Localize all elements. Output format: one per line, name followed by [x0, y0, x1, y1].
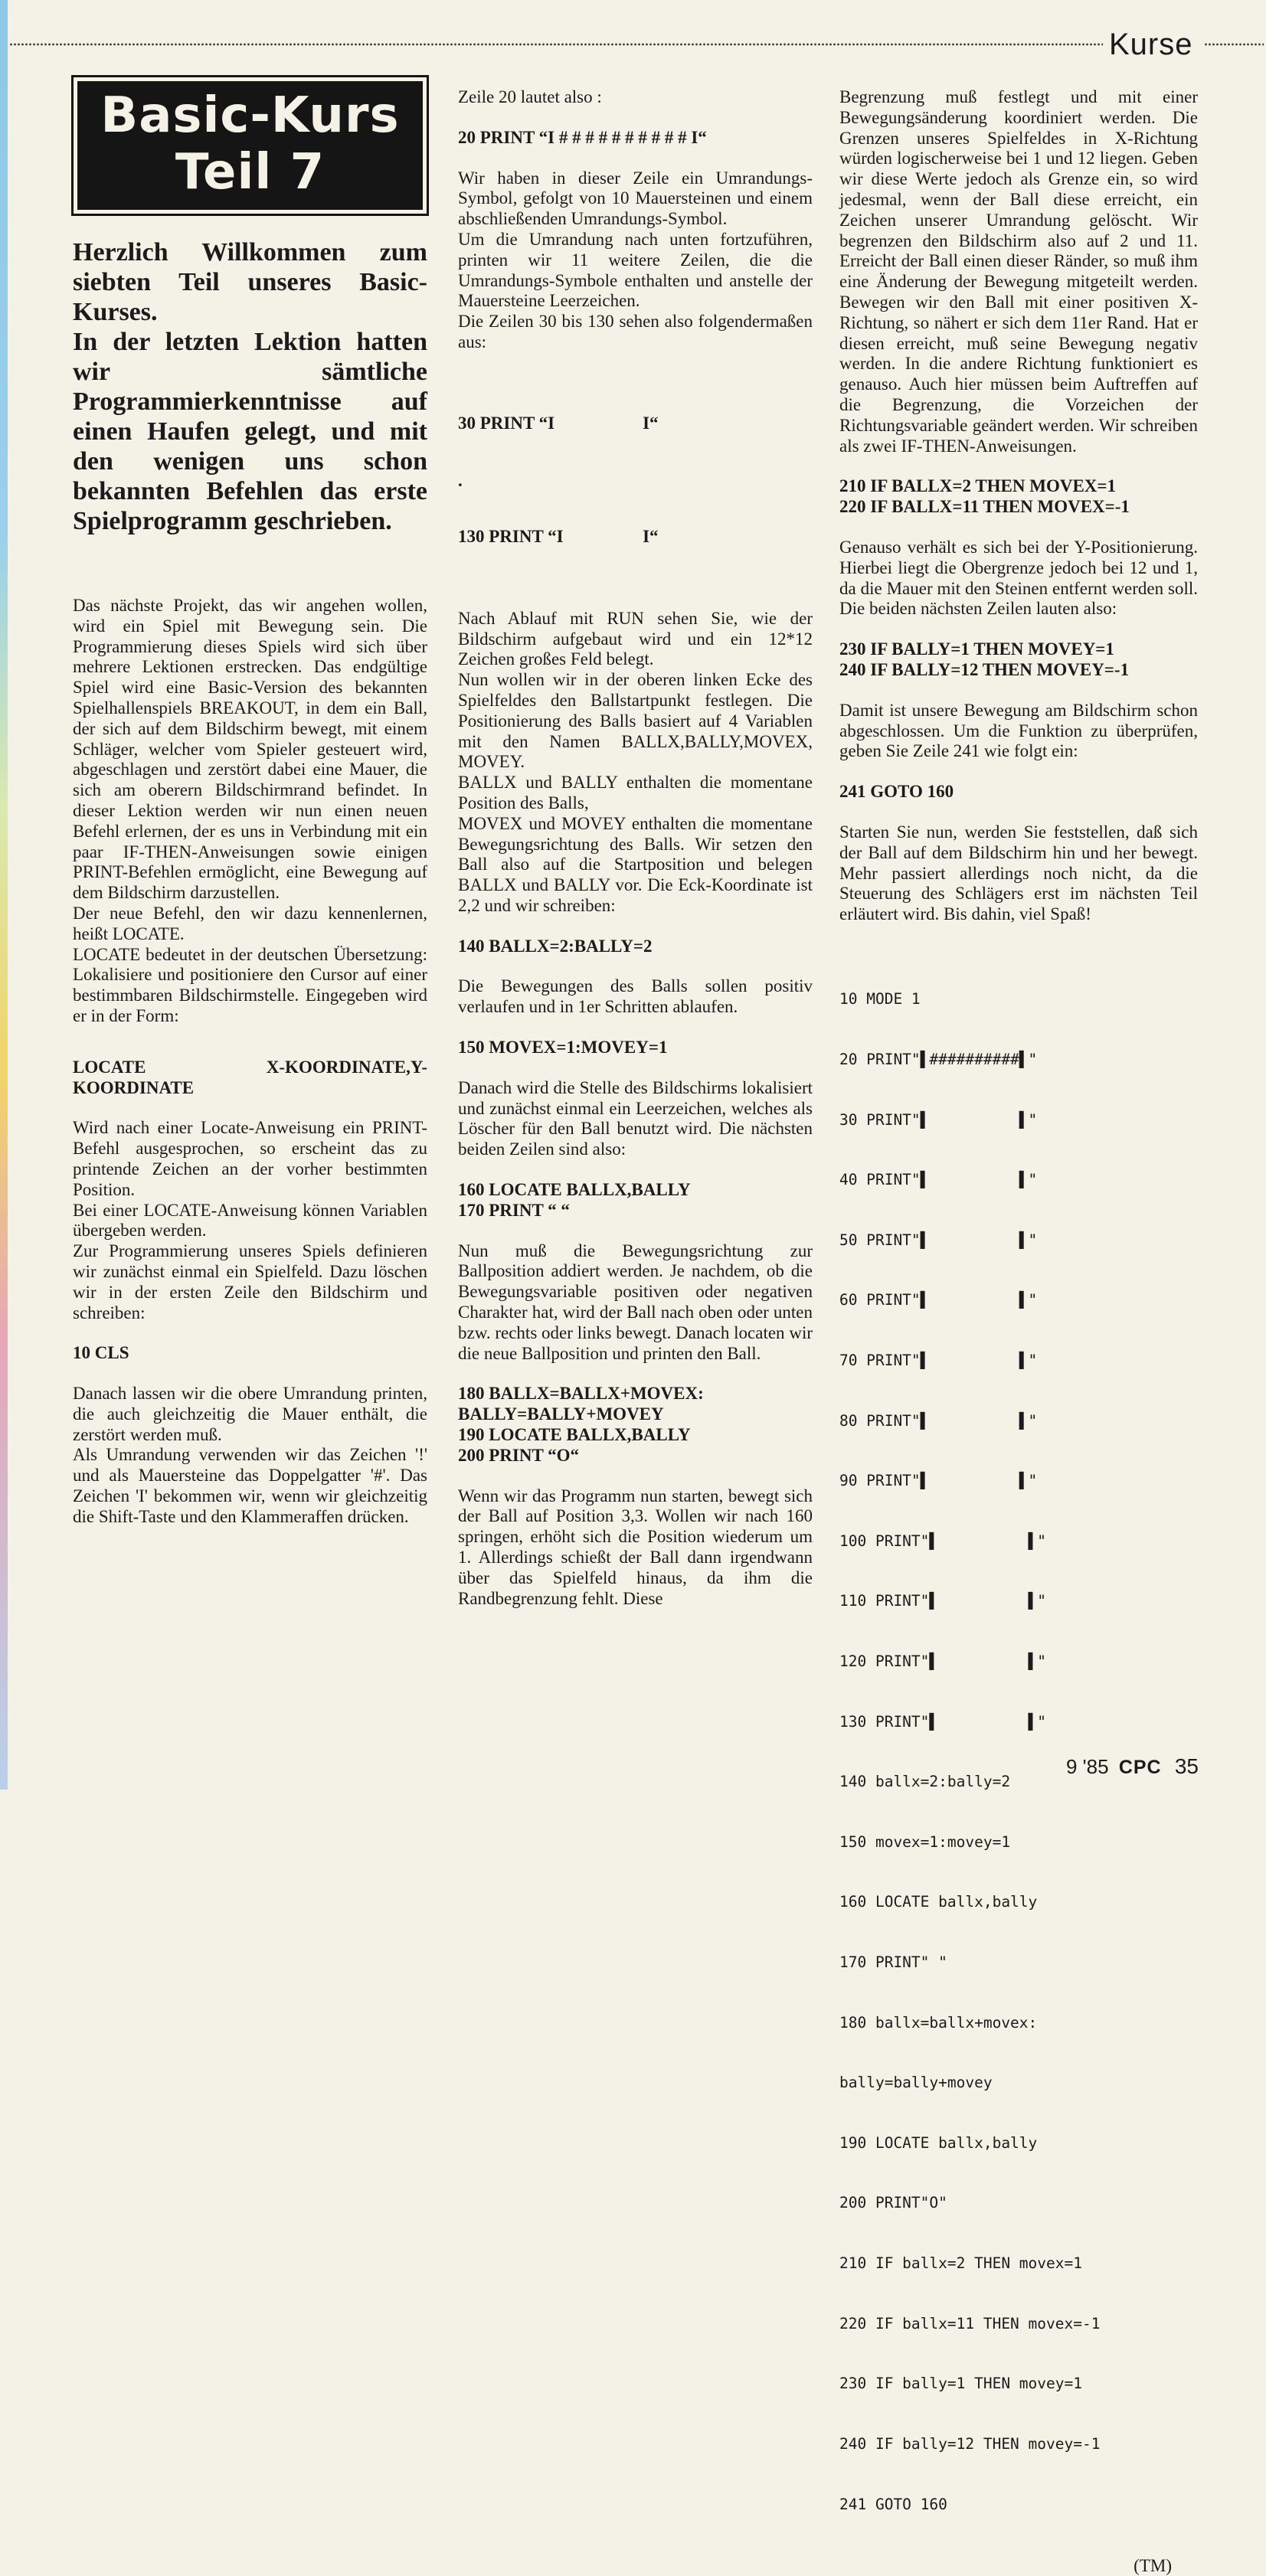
- paragraph: Wir haben in dieser Zeile ein Umrandungs-Symbol, gefolgt von 10 Mauersteinen und einem abschließenden Umrandungs-Symbol.: [458, 168, 813, 229]
- code-snippet: 150 MOVEX=1:MOVEY=1: [458, 1038, 668, 1058]
- code-snippet: [458, 373, 813, 589]
- listing-line: 120 PRINT"▌ ▌": [839, 1652, 1047, 1670]
- listing-line: 220 IF ballx=11 THEN movex=-1: [839, 2314, 1101, 2332]
- intro-paragraph: In der letzten Lektion hatten wir sämtliche Programmierkenntnisse auf einen Haufen gelegt, und mit den wenigen uns schon bekannten Befehlen das erste Spielprogramm geschrieben.: [73, 328, 427, 535]
- code-line: 130 PRINT “I I“: [458, 527, 659, 547]
- section-tag: Kurse: [1109, 28, 1193, 61]
- listing-line: 230 IF bally=1 THEN movey=1: [839, 2375, 1082, 2393]
- code-line: 170 PRINT “ “: [458, 1200, 570, 1220]
- code-snippet: [839, 476, 1198, 518]
- code-line: 210 IF BALLX=2 THEN MOVEX=1: [839, 476, 1117, 496]
- paragraph: Die Bewegungen des Balls sollen positiv verlaufen und in 1er Schritten ablaufen.: [458, 976, 813, 1017]
- paragraph: Als Umrandung verwenden wir das Zeichen '!' und als Mauersteine das Doppelgatter '#'. Das Zeichen 'I' bekommen wir, wenn wir gleichzeitig die Shift-Taste und den Klammeraffen drücken.: [73, 1445, 427, 1526]
- column-2-text: [458, 87, 813, 1609]
- code-line: 240 IF BALLY=12 THEN MOVEY=-1: [839, 659, 1130, 679]
- paragraph: Wird nach einer Locate-Anweisung ein PRINT-Befehl ausgesprochen, so erscheint das zu printende Zeichen an der vorher bestimmten Position.: [73, 1118, 427, 1199]
- listing-line: 70 PRINT"▌ ▌": [839, 1351, 1038, 1369]
- paragraph: Bei einer LOCATE-Anweisung können Variablen übergeben werden.: [73, 1200, 427, 1241]
- paragraph: Nun muß die Bewegungsrichtung zur Ballposition addiert werden. Je nachdem, ob die Bewegungsvariable positiven oder negativen Charakter hat, wird der Ball nach oben oder unten bzw. rechts oder links bewegt. Danach locaten wir die neue Ballposition und printen den Ball.: [458, 1241, 813, 1363]
- listing-line: 30 PRINT"▌ ▌": [839, 1110, 1038, 1129]
- listing-line: 150 movex=1:movey=1: [839, 1832, 1011, 1851]
- code-line: 200 PRINT “O“: [458, 1445, 580, 1465]
- column-3: [839, 77, 1198, 2576]
- paragraph: MOVEX und MOVEY enthalten die momentane Bewegungsrichtung des Balls. Wir setzen den Ball also auf die Startposition und belegen BALLX und BALLY vor. Die Eck-Koordinate ist 2,2 und wir schreiben:: [458, 813, 813, 915]
- code-line: 30 PRINT “I I“: [458, 414, 659, 433]
- column-1: [73, 77, 427, 1528]
- code-snippet: [839, 639, 1198, 681]
- paragraph: Genauso verhält es sich bei der Y-Positionierung. Hierbei liegt die Obergrenze jedoch bei 12 und 1, da die Mauer mit den Steinen entfernt werden soll. Die beiden nächsten Zeilen lauten also:: [839, 537, 1198, 619]
- paragraph: Nun wollen wir in der oberen linken Ecke des Spielfeldes den Ballstartpunkt festlegen. Die Positionierung des Balls basiert auf 4 Variablen mit den Namen BALLX,BALLY,MOVEX, MOVEY.: [458, 670, 813, 772]
- code-snippet: 241 GOTO 160: [839, 782, 954, 802]
- listing-line: 90 PRINT"▌ ▌": [839, 1472, 1038, 1490]
- paragraph: Damit ist unsere Bewegung am Bildschirm schon abgeschlossen. Um die Funktion zu überprüfen, geben Sie Zeile 241 wie folgt ein:: [839, 700, 1198, 761]
- column-2: [458, 77, 813, 1609]
- paragraph: Zur Programmierung unseres Spiels definieren wir zunächst einmal ein Spielfeld. Dazu löschen wir in der ersten Zeile den Bildschirm und schreiben:: [73, 1241, 427, 1322]
- code-line: 190 LOCATE BALLX,BALLY: [458, 1425, 691, 1445]
- paragraph: Nach Ablauf mit RUN sehen Sie, wie der Bildschirm aufgebaut wird und ein 12*12 Zeichen großes Feld belegt.: [458, 608, 813, 669]
- column-1-text: [73, 596, 427, 1528]
- paragraph: Die Zeilen 30 bis 130 sehen also folgendermaßen aus:: [458, 312, 813, 351]
- code-line: 220 IF BALLX=11 THEN MOVEX=-1: [839, 497, 1130, 517]
- code-line: 160 LOCATE BALLX,BALLY: [458, 1180, 691, 1200]
- paragraph: LOCATE bedeutet in der deutschen Übersetzung: Lokalisiere und positioniere den Cursor auf einer bestimmbaren Bildschirmstelle. Eingegeben wird er in der Form:: [73, 944, 427, 1025]
- listing-line: 140 ballx=2:bally=2: [839, 1773, 1011, 1791]
- listing-line: 190 LOCATE ballx,bally: [839, 2133, 1038, 2152]
- listing-line: bally=bally+movey: [839, 2074, 993, 2092]
- listing-line: 170 PRINT" ": [839, 1953, 947, 1972]
- page-edge-strip: [0, 0, 8, 1790]
- listing-line: 100 PRINT"▌ ▌": [839, 1532, 1047, 1550]
- listing-line: 160 LOCATE ballx,bally: [839, 1893, 1038, 1911]
- listing-line: 110 PRINT"▌ ▌": [839, 1592, 1047, 1610]
- paragraph: Der neue Befehl, den wir dazu kennenlernen, heißt LOCATE.: [73, 903, 427, 943]
- intro-lead: [73, 237, 427, 536]
- code-snippet: [458, 1180, 813, 1221]
- column-3-text: [839, 87, 1198, 925]
- listing-line: 60 PRINT"▌ ▌": [839, 1291, 1038, 1309]
- listing-line: 200 PRINT"O": [839, 2194, 947, 2212]
- listing-line: 80 PRINT"▌ ▌": [839, 1411, 1038, 1430]
- listing-line: 20 PRINT"▌##########▌": [839, 1050, 1038, 1068]
- paragraph: Danach wird die Stelle des Bildschirms lokalisiert und zunächst einmal ein Leerzeichen, welches als Löscher für den Ball benutzt wird. Die nächsten beiden Zeilen sind also:: [458, 1077, 813, 1159]
- listing-line: 241 GOTO 160: [839, 2495, 947, 2513]
- code-line: .: [458, 470, 463, 490]
- magazine-name: CPC: [1118, 1757, 1162, 1778]
- code-snippet: LOCATE X-KOORDINATE,Y-KOORDINATE: [73, 1057, 427, 1097]
- code-line: BALLY=BALLY+MOVEY: [458, 1404, 664, 1424]
- listing-line: 180 ballx=ballx+movex:: [839, 2013, 1038, 2032]
- paragraph: Wenn wir das Programm nun starten, bewegt sich der Ball auf Position 3,3. Wollen wir nach 160 springen, erhöht sich die Position wiederum um 1. Allerdings schießt der Ball dann irgendwann über das Spielfeld hinaus, da ihm die Randbegrenzung fehlt. Diese: [458, 1486, 813, 1608]
- code-snippet: 140 BALLX=2:BALLY=2: [458, 936, 653, 956]
- code-line: 180 BALLX=BALLX+MOVEX:: [458, 1384, 704, 1404]
- listing-line: 210 IF ballx=2 THEN movex=1: [839, 2254, 1082, 2273]
- header-dotted-rule-right: [1204, 42, 1264, 47]
- code-snippet: 10 CLS: [73, 1343, 129, 1363]
- code-line: 230 IF BALLY=1 THEN MOVEY=1: [839, 639, 1114, 659]
- title-line-1: Basic-Kurs: [100, 87, 400, 144]
- paragraph: Um die Umrandung nach unten fortzuführen, printen wir 11 weitere Zeilen, die die Umrandungs-Symbole enthalten und anstelle der Mauersteine Leerzeichen.: [458, 229, 813, 311]
- paragraph: Das nächste Projekt, das wir angehen wollen, wird ein Spiel mit Bewegung sein. Die Programmierung dieses Spiels wird sich über mehrere Lektionen erstrecken. Das endgültige Spiel wird eine Basic-Version des bekannten Spielhallenspiels BREAKOUT, in dem ein Ball, der sich auf dem Bildschirm bewegt, mit einem Schläger, welcher vom Spieler gesteuert wird, abgeschlagen und zerstört dabei eine Mauer, die sich am oberern Bildschirmrand befindet. In dieser Lektion werden wir nun einen neuen Befehl erlernen, der es uns in Verbindung mit ein paar IF-THEN-Anweisungen sowie einigen PRINT-Befehlen ermöglicht, eine Bewegung auf dem Bildschirm darzustellen.: [73, 596, 427, 903]
- intro-paragraph: Herzlich Willkommen zum siebten Teil unseres Basic-Kurses.: [73, 238, 427, 326]
- paragraph: Starten Sie nun, werden Sie feststellen, daß sich der Ball auf dem Bildschirm hin und her bewegt. Mehr passiert allerdings noch nicht, da die Steuerung des Schlägers erst im nächsten Teil erläutert wird. Bis dahin, viel Spaß!: [839, 822, 1198, 924]
- article-title: [77, 81, 423, 210]
- code-snippet: 20 PRINT “I # # # # # # # # # # I“: [458, 127, 707, 147]
- program-listing: [839, 950, 1198, 2555]
- title-line-2: Teil 7: [175, 144, 325, 201]
- author-signature: (TM): [1134, 2556, 1172, 2576]
- paragraph: Danach lassen wir die obere Umrandung printen, die auch gleichzeitig die Mauer enthält, die zerstört werden muß.: [73, 1384, 427, 1444]
- listing-line: 130 PRINT"▌ ▌": [839, 1712, 1047, 1731]
- paragraph: Zeile 20 lautet also :: [458, 87, 602, 106]
- page-number: 35: [1174, 1754, 1199, 1778]
- listing-line: 50 PRINT"▌ ▌": [839, 1231, 1038, 1249]
- page-footer: [1066, 1754, 1199, 1779]
- listing-line: 240 IF bally=12 THEN movey=-1: [839, 2434, 1101, 2453]
- issue-date: 9 '85: [1066, 1755, 1109, 1778]
- paragraph: BALLX und BALLY enthalten die momentane Position des Balls,: [458, 773, 813, 812]
- listing-line: 40 PRINT"▌ ▌": [839, 1171, 1038, 1189]
- paragraph: Begrenzung muß festlegt und mit einer Bewegungsänderung koordiniert werden. Die Grenzen unseres Spielfeldes in X-Richtung würden logischerweise bei 1 und 12 liegen. Geben wir diese Werte jedoch als Grenze ein, so wird jedesmal, wenn der Ball diese erreicht, ein Zeichen unserer Umrandung gelöscht. Wir begrenzen den Bildschirm also auf 2 und 11. Erreicht der Ball einen dieser Ränder, so muß ihm eine Änderung der Bewegung mitgeteilt werden. Bewegen wir den Ball mit einer positiven X-Richtung, so nähert er sich dem 11er Rand. Hat er diesen erreicht, muß seine Bewegung negativ werden. In die andere Richtung funktioniert es genauso. Auch hier müssen beim Auftreffen auf die Begrenzung, die Vorzeichen der Richtungsvariable geändert werden. Wir schreiben als zwei IF-THEN-Anweisungen.: [839, 87, 1198, 456]
- code-snippet: [458, 1384, 813, 1466]
- header-dotted-rule: [9, 42, 1103, 47]
- listing-line: 10 MODE 1: [839, 990, 921, 1008]
